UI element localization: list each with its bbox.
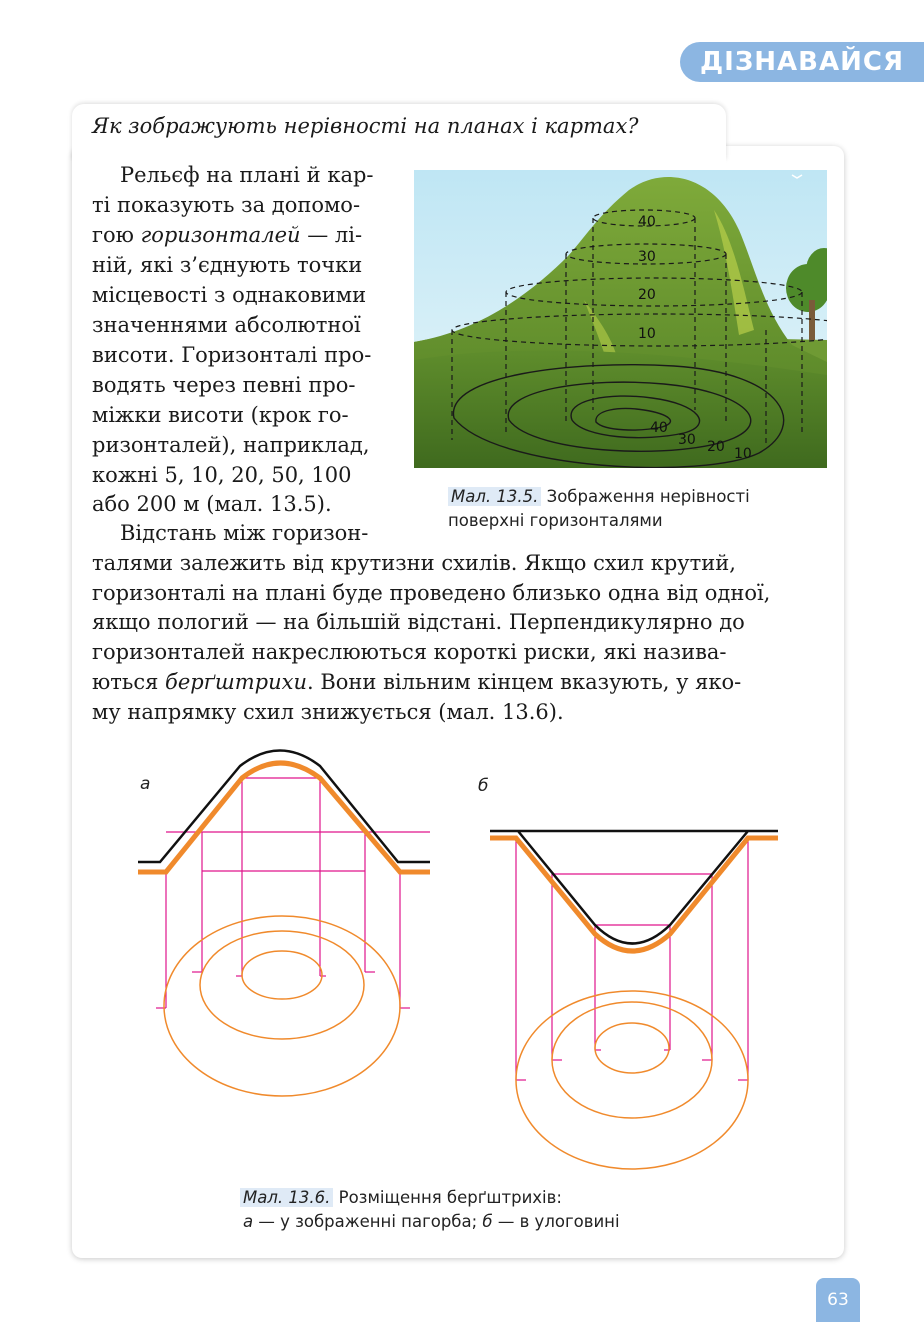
figure-13-6-caption: Мал. 13.6. Розміщення берґштрихів: а — у зображенні пагорба; б — в улоговині: [240, 1186, 620, 1234]
text-line: ризонталей), наприклад,: [92, 433, 370, 457]
text-line: гою горизонталей — лі-: [92, 223, 363, 247]
text-line: водять через певні про-: [92, 373, 356, 397]
caption-number: Мал. 13.6.: [240, 1188, 333, 1207]
text-line: міжки висоти (крок го-: [92, 403, 349, 427]
question-heading: Як зображують нерівності на планах і картах?: [92, 114, 639, 138]
text-line: Відстань між горизон-: [120, 521, 369, 545]
figure-label-b: б: [478, 776, 489, 796]
text-line: горизонталей накреслюються короткі риски, які назива-: [92, 640, 727, 664]
text-line: ті показують за допомо-: [92, 193, 361, 217]
figure-13-5-illustration: [414, 170, 827, 468]
text-line: ються берґштрихи. Вони вільним кінцем вказують, у яко-: [92, 670, 742, 694]
side-label-10: 10: [638, 326, 656, 342]
text-line: кожні 5, 10, 20, 50, 100: [92, 463, 352, 487]
text-line: ній, які з’єднують точки: [92, 253, 363, 277]
section-tag: [680, 42, 924, 82]
plan-label-30: 30: [678, 432, 696, 448]
page-number: 63: [816, 1278, 860, 1322]
text-line: талями залежить від крутизни схилів. Якщо схил крутий,: [92, 551, 736, 575]
text-line: Рельєф на плані й кар-: [120, 163, 374, 187]
text-line: му напрямку схил знижується (мал. 13.6).: [92, 700, 564, 724]
figure-13-6-diagram: [130, 740, 790, 1180]
side-label-30: 30: [638, 249, 656, 265]
text-line: або 200 м (мал. 13.5).: [92, 492, 332, 516]
text-line: якщо пологий — на більшій відстані. Перпендикулярно до: [92, 610, 745, 634]
plan-label-20: 20: [707, 439, 725, 455]
section-tag-label: ДІЗНАВАЙСЯ: [700, 47, 904, 77]
side-label-20: 20: [638, 287, 656, 303]
figure-label-a: а: [140, 774, 151, 794]
plan-label-40: 40: [650, 420, 668, 436]
side-label-40: 40: [638, 214, 656, 230]
text-line: місцевості з однаковими: [92, 283, 367, 307]
text-line: горизонталі на плані буде проведено близько одна від одної,: [92, 581, 771, 605]
plan-label-10: 10: [734, 446, 752, 462]
text-line: значеннями абсолютної: [92, 313, 361, 337]
caption-number: Мал. 13.5.: [448, 487, 541, 506]
figure-13-5-caption: Мал. 13.5. Зображення нерівності поверхні горизонталями: [448, 487, 750, 530]
text-line: висоти. Горизонталі про-: [92, 343, 372, 367]
